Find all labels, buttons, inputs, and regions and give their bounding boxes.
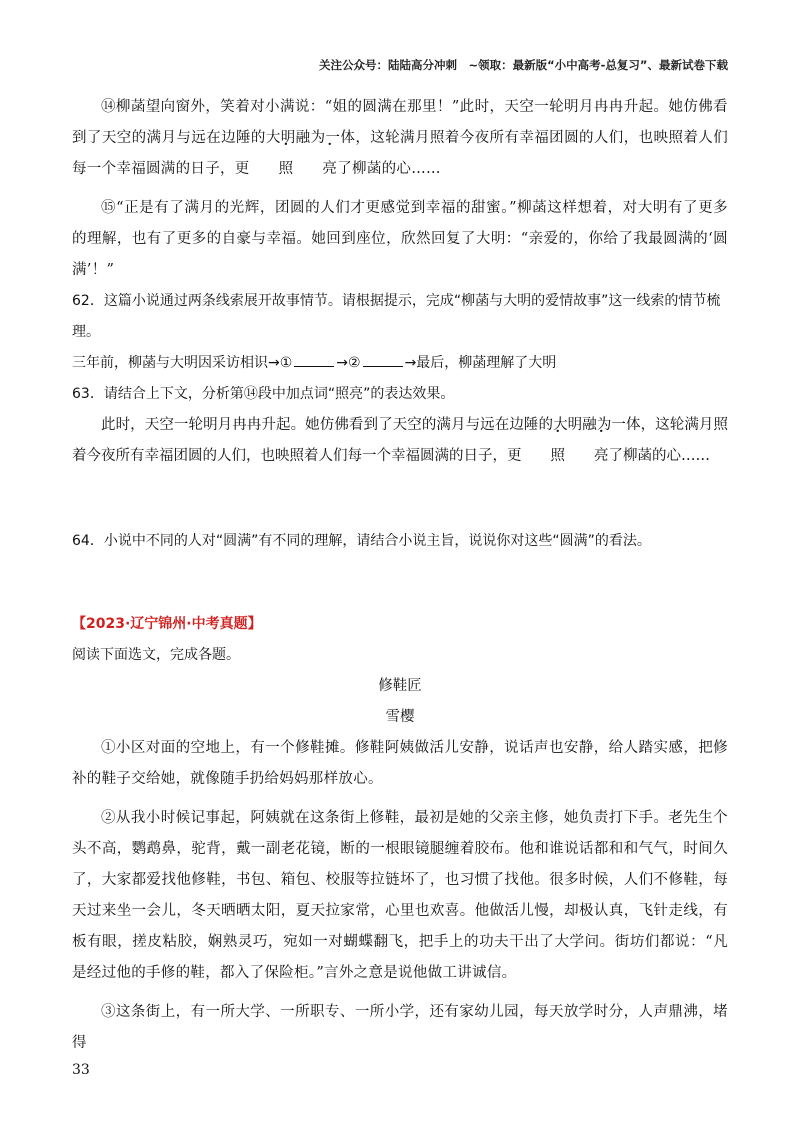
page-header: 关注公众号：陆陆高分冲刺 ~领取：最新版“小中高考-总复习”、最新试卷下载 xyxy=(318,58,728,72)
emphasis-char-2: 亮 xyxy=(322,161,338,177)
paragraph-14-text: ⑭柳菡望向窗外，笑着对小满说：“姐的圆满在那里！”此时，天空一轮明月冉冉升起。她仿佛看到了天空的满月与远在边陲的大明融为一体，这轮满月照着今夜所有幸福团圆的人们，也映照着人们每一个幸福圆满的日子，更 xyxy=(72,99,728,177)
paragraph-15: ⑮“正是有了满月的光辉，团圆的人们才更感觉到幸福的甜蜜。”柳菡这样想着，对大明有了更多的理解，也有了更多的自豪与幸福。她回到座位，欣然回复了大明：“亲爱的，你给了我最圆满的‘圆满’！” xyxy=(72,200,728,278)
quote-text: 此时，天空一轮明月冉冉升起。她仿佛看到了天空的满月与远在边陲的大明融为一体，这轮满月照着今夜所有幸福团圆的人们，也映照着人们每一个幸福圆满的日子，更 xyxy=(72,417,728,464)
quote-emphasis-char-2: 亮 xyxy=(594,448,609,464)
article-paragraph-1: ①小区对面的空地上，有一个修鞋摊。修鞋阿姨做活儿安静，说话声也安静，给人踏实感，把修补的鞋子交给她，就像随手扔给妈妈那样放心。 xyxy=(72,740,728,787)
emphasis-char-1: 照 xyxy=(278,161,294,177)
question-62: 62．这篇小说通过两条线索展开故事情节。请根据提示，完成“柳菡与大明的爱情故事”这一线索的情节梳理。 xyxy=(72,293,721,340)
paragraph-14-tail: 了柳菡的心…… xyxy=(337,161,441,177)
plot-line-mid: →② xyxy=(336,355,361,371)
paragraph-14 xyxy=(72,92,728,185)
plot-line-start: 三年前，柳菡与大明因采访相识→① xyxy=(72,355,293,371)
quote-tail: 了柳菡的心…… xyxy=(608,448,710,464)
question-63-quote xyxy=(72,410,728,472)
plot-line-end: →最后，柳菡理解了大明 xyxy=(404,355,557,371)
answer-blank-2[interactable] xyxy=(363,352,403,367)
source-tag: 【2023·辽宁锦州·中考真题】 xyxy=(72,616,262,632)
reading-instruction: 阅读下面选文，完成各题。 xyxy=(72,647,240,663)
page-number: 33 xyxy=(72,1062,90,1078)
question-64: 64．小说中不同的人对“圆满”有不同的理解，请结合小说主旨，说说你对这些“圆满”的看法。 xyxy=(72,533,651,549)
article-paragraph-2: ②从我小时候记事起，阿姨就在这条街上修鞋，最初是她的父亲主修，她负责打下手。老先生个头不高，鹦鹉鼻，驼背，戴一副老花镜，断的一根眼镜腿缠着胶布。他和谁说话都和和气气，时间久了，大家都爱找他修鞋，书包、箱包、校服等拉链坏了，也习惯了找他。很多时候，人们不修鞋，每天过来坐一会儿，冬天晒晒太阳，夏天拉家常，心里也欢喜。他做活儿慢，却极认真，飞针走线，有板有眼，搓皮粘胶，娴熟灵巧，宛如一对蝴蝶翻飞，把手上的功夫干出了大学问。街坊们都说：“凡是经过他的手修的鞋，都入了保险柜。”言外之意是说他做工讲诚信。 xyxy=(72,810,728,981)
quote-emphasis-char-1: 照 xyxy=(550,448,565,464)
answer-blank-1[interactable] xyxy=(294,352,334,367)
article-author: 雪樱 xyxy=(385,709,415,725)
article-paragraph-3: ③这条街上，有一所大学、一所职专、一所小学，还有家幼儿园，每天放学时分，人声鼎沸，堵得 xyxy=(72,1004,728,1051)
question-62-plot-line xyxy=(72,348,728,379)
question-63: 63．请结合上下文，分析第⑭段中加点词“照亮”的表达效果。 xyxy=(72,386,455,402)
article-title: 修鞋匠 xyxy=(378,678,422,694)
document-body xyxy=(72,92,728,1059)
